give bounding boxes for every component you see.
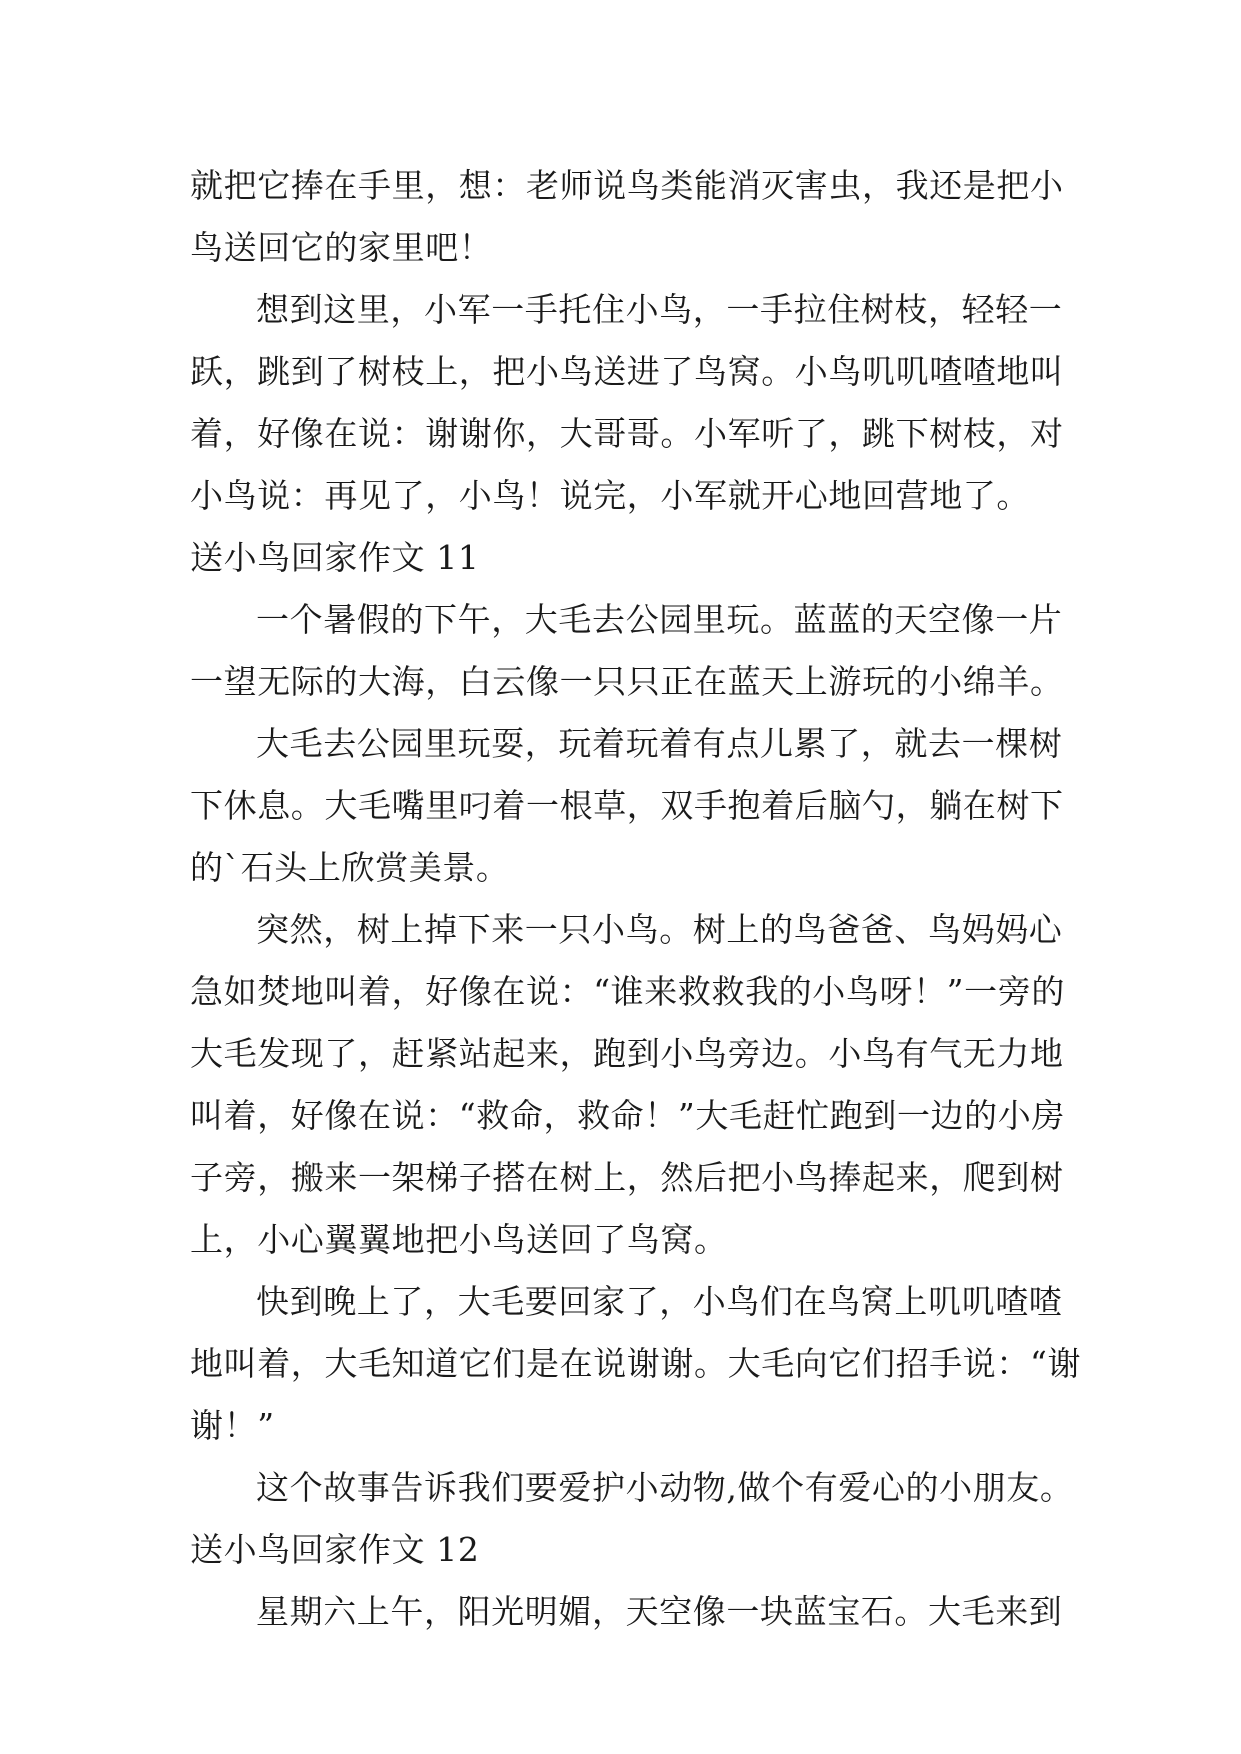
text-line: 地叫着，大毛知道它们是在说谢谢。大毛向它们招手说：“谢 (190, 1344, 1082, 1383)
text-line: 子旁，搬来一架梯子搭在树上，然后把小鸟捧起来，爬到树 (190, 1158, 1064, 1197)
text-line: 鸟送回它的家里吧！ (190, 228, 493, 267)
text-line: 一望无际的大海，白云像一只只正在蓝天上游玩的小绵羊。 (190, 662, 1064, 701)
text-line: 上，小心翼翼地把小鸟送回了鸟窝。 (190, 1220, 728, 1259)
paragraph-first-line: 突然，树上掉下来一只小鸟。树上的鸟爸爸、鸟妈妈心 (256, 910, 1063, 949)
paragraph-first-line: 想到这里，小军一手托住小鸟，一手拉住树枝，轻轻一 (256, 290, 1063, 329)
paragraph-first-line: 大毛去公园里玩耍，玩着玩着有点儿累了，就去一棵树 (256, 724, 1063, 763)
text-line: 跃，跳到了树枝上，把小鸟送进了鸟窝。小鸟叽叽喳喳地叫 (190, 352, 1064, 391)
paragraph-first-line: 一个暑假的下午，大毛去公园里玩。蓝蓝的天空像一片 (256, 600, 1063, 639)
text-line: 叫着，好像在说：“救命，救命！”大毛赶忙跑到一边的小房 (190, 1096, 1065, 1135)
text-line: 急如焚地叫着，好像在说：“谁来救救我的小鸟呀！”一旁的 (190, 972, 1065, 1011)
text-line: 大毛发现了，赶紧站起来，跑到小鸟旁边。小鸟有气无力地 (190, 1034, 1064, 1073)
section-heading: 送小鸟回家作文 11 (190, 538, 480, 577)
paragraph-first-line: 这个故事告诉我们要爱护小动物,做个有爱心的小朋友。 (256, 1468, 1074, 1507)
section-heading: 送小鸟回家作文 12 (190, 1530, 480, 1569)
text-line: 就把它捧在手里，想：老师说鸟类能消灭害虫，我还是把小 (190, 166, 1064, 205)
text-line: 的`石头上欣赏美景。 (190, 848, 510, 887)
paragraph-first-line: 星期六上午，阳光明媚，天空像一块蓝宝石。大毛来到 (256, 1592, 1063, 1631)
document-body (190, 155, 1082, 1643)
text-line: 谢！” (190, 1406, 275, 1445)
paragraph-first-line: 快到晚上了，大毛要回家了，小鸟们在鸟窝上叽叽喳喳 (256, 1282, 1063, 1321)
text-line: 着，好像在说：谢谢你，大哥哥。小军听了，跳下树枝，对 (190, 414, 1064, 453)
text-line: 小鸟说：再见了，小鸟！说完，小军就开心地回营地了。 (190, 476, 1030, 515)
text-line: 下休息。大毛嘴里叼着一根草，双手抱着后脑勺，躺在树下 (190, 786, 1064, 825)
